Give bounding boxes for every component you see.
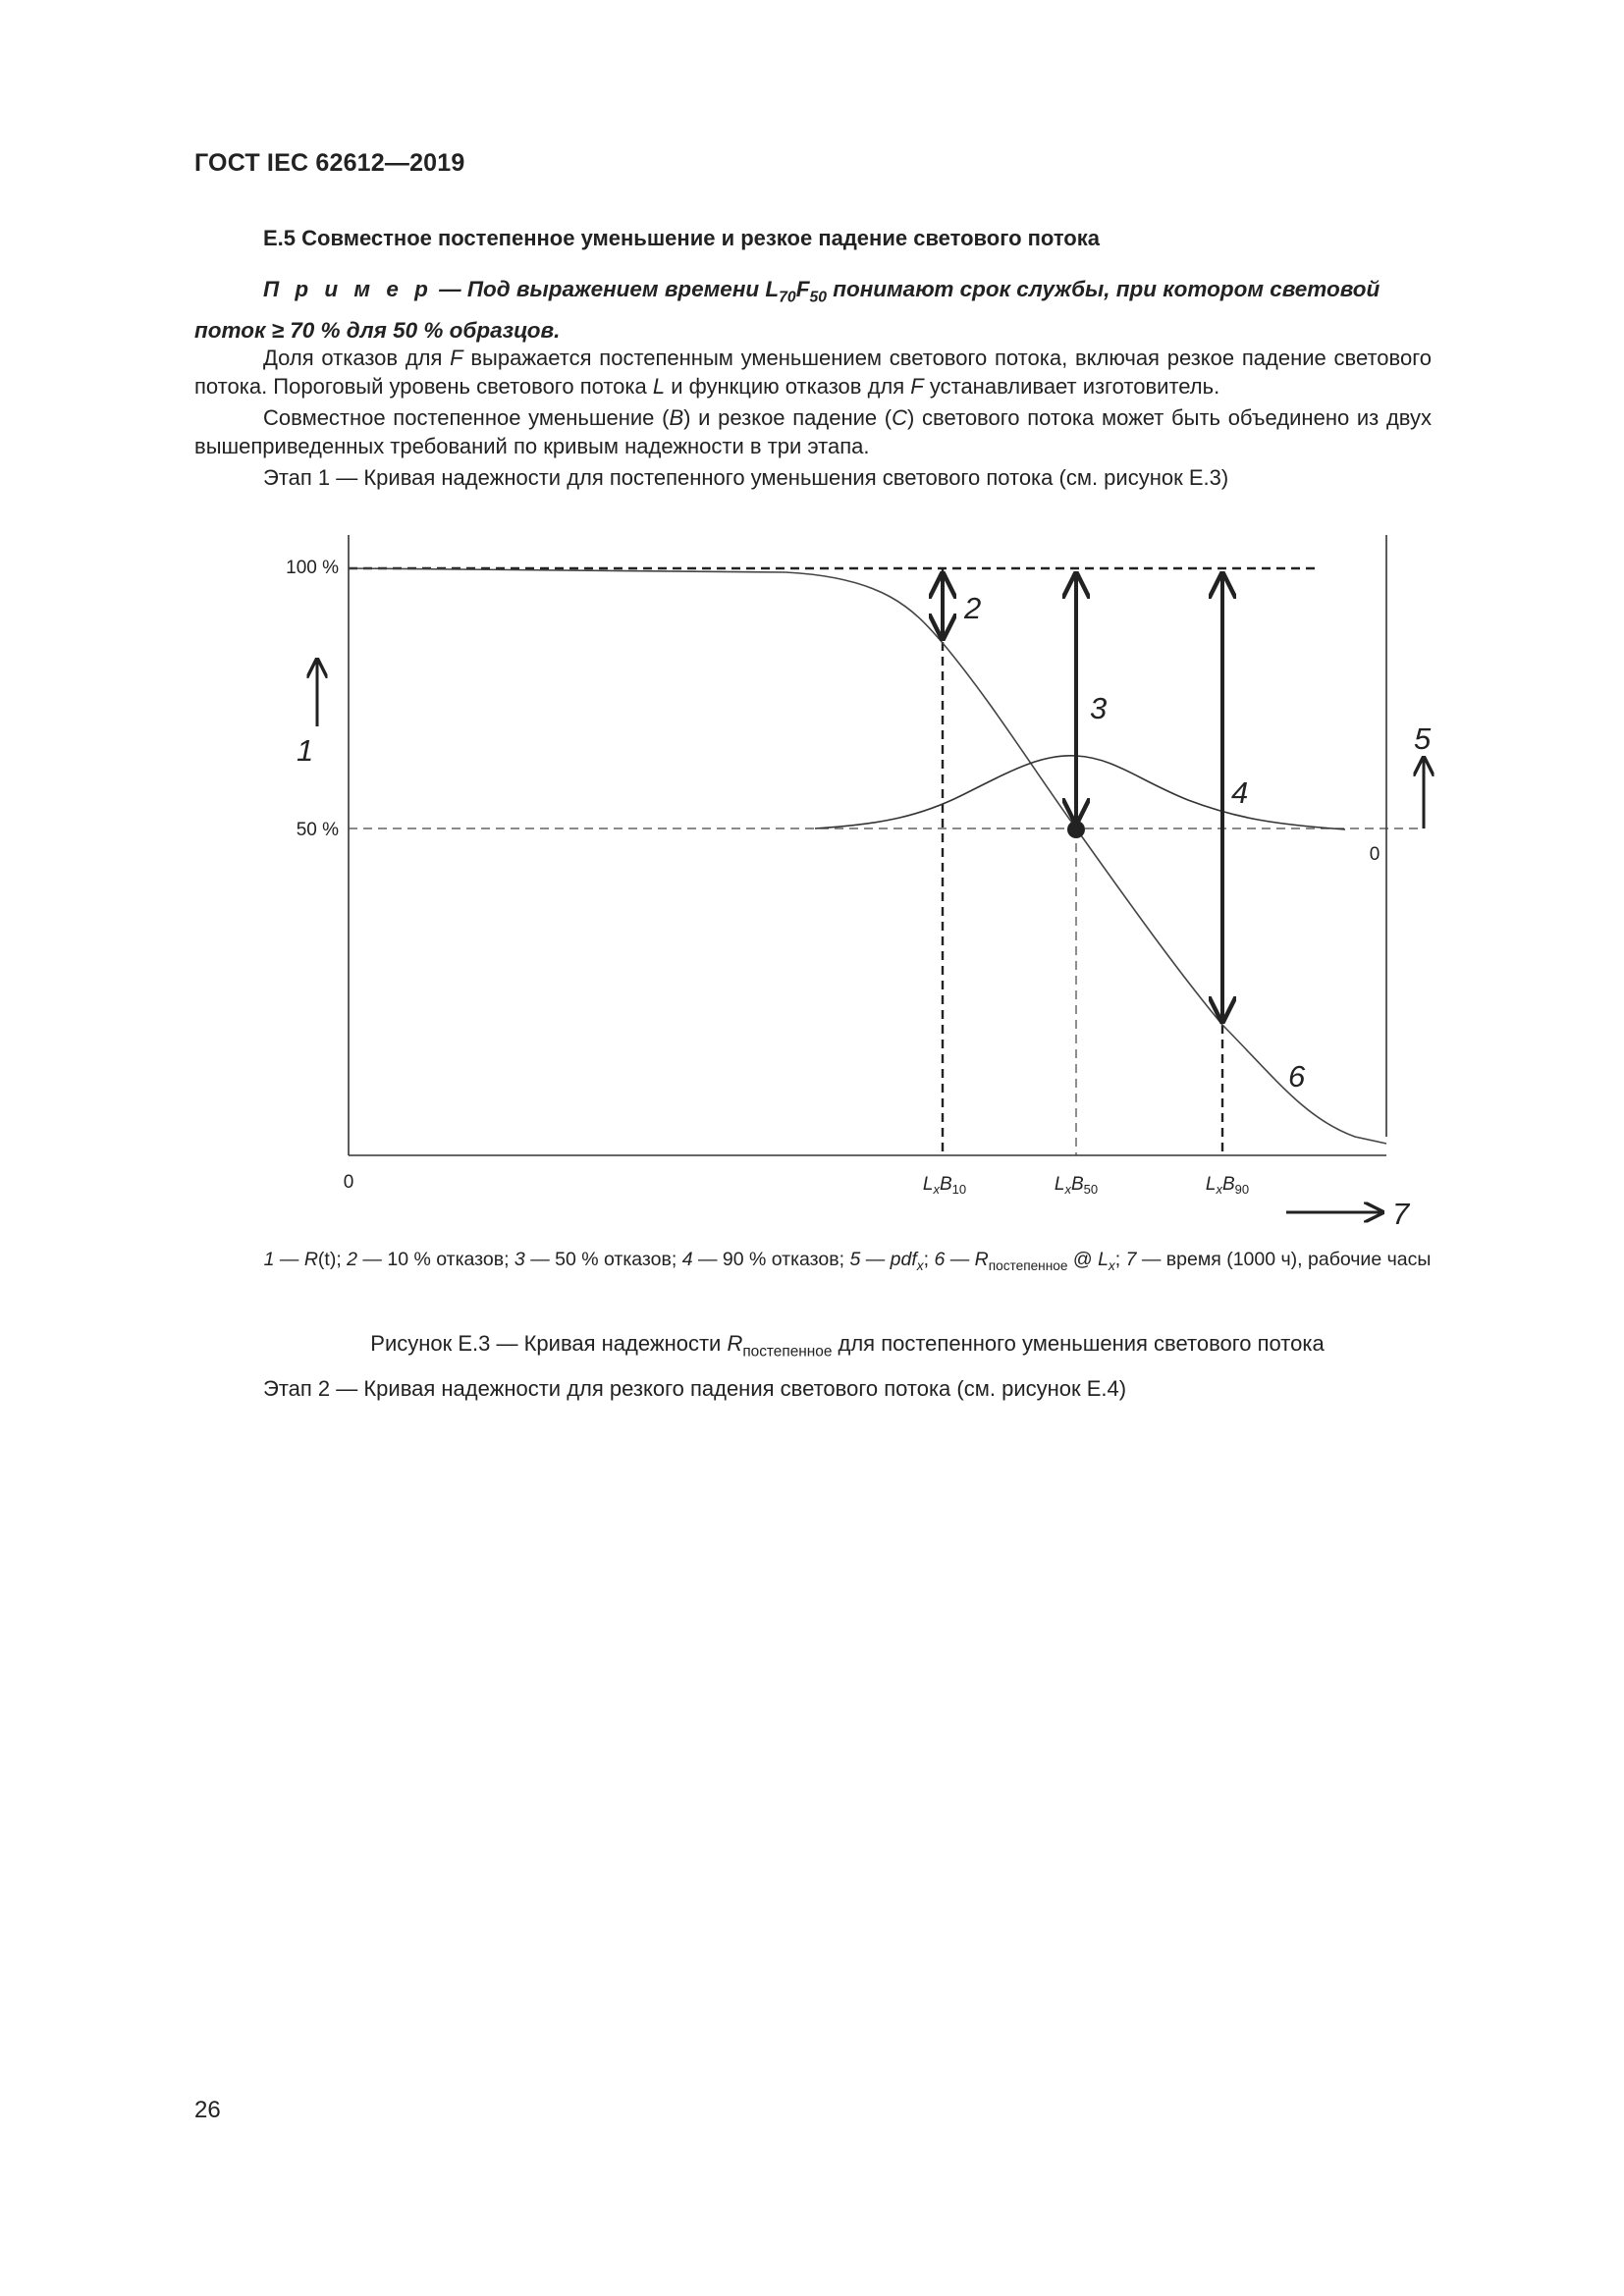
stage-2-text: Этап 2 — Кривая надежности для резкого падения светового потока (см. рисунок Е.4) — [263, 1376, 1127, 1401]
tick-lxb90: $L_xB_{90}$ — [1205, 1174, 1250, 1197]
figure-legend: 1 — R(t); 2 — 10 % отказов; 3 — 50 % отказов; 4 — 90 % отказов; 5 — pdf$_x$; 6 — $R_{постепенное}$ @ $L_x$; 7 — время (1000 ч), рабочие часы — [263, 1249, 1432, 1273]
p2-italic-b: B — [669, 405, 684, 430]
callout-2: 2 — [964, 591, 982, 625]
p2-text-a: Совместное постепенное уменьшение ( — [263, 405, 670, 430]
callout-3: 3 — [1090, 691, 1108, 725]
caption-r: R — [727, 1331, 743, 1356]
right-zero-label: 0 — [1369, 844, 1380, 865]
tick-lxb10: $L_xB_{10}$ — [922, 1174, 967, 1197]
p2-text-c: ) и резкое падение ( — [683, 405, 893, 430]
callout-1: 1 — [297, 733, 314, 768]
example-text-a: — Под выражением времени L — [432, 277, 780, 301]
x-origin-label: 0 — [343, 1172, 354, 1193]
example-sub1: 70 — [779, 289, 796, 306]
p1-text-b: выражается постепенным уменьшением светового потока, включая резкое падение светового потока. Пороговый уровень светового потока — [194, 346, 1432, 399]
caption-text-b: для постепенного уменьшения светового потока — [832, 1331, 1325, 1356]
y-label-100: 100 % — [286, 558, 339, 578]
p1-text-d: устанавливает изготовитель. — [923, 374, 1220, 399]
paragraph-3: Этап 1 — Кривая надежности для постепенного уменьшения светового потока (см. рисунок Е.3) — [263, 465, 1229, 490]
example-sub2: 50 — [809, 289, 827, 306]
callout-7: 7 — [1392, 1197, 1410, 1231]
example-text-c: понимают срок службы, при котором световой поток ≥ 70 % для 50 % образцов. — [194, 277, 1380, 343]
caption-sub: постепенное — [742, 1343, 833, 1361]
callout-6: 6 — [1288, 1059, 1306, 1094]
figure-caption — [194, 1331, 1500, 1361]
caption-text-a: Рисунок Е.3 — Кривая надежности — [370, 1331, 728, 1356]
p2-italic-c: C — [892, 405, 908, 430]
callout-5: 5 — [1414, 721, 1432, 756]
reliability-curve — [349, 568, 1386, 1144]
y-label-50: 50 % — [296, 820, 339, 840]
document-header: ГОСТ IEC 62612—2019 — [194, 149, 465, 177]
p2-text-e: ) светового потока может быть объединено из двух вышеприведенных требований по кривым надежности в три этапа. — [194, 405, 1433, 458]
p1-italic-f2: F — [910, 374, 924, 399]
median-point — [1067, 821, 1085, 838]
example-text-b: F — [795, 277, 810, 301]
p1-italic-l: L — [652, 374, 666, 399]
pdf-curve — [815, 756, 1345, 829]
example-lead: П р и м е р — [263, 277, 433, 301]
p1-text-c: и функцию отказов для — [665, 374, 911, 399]
callout-4: 4 — [1231, 775, 1249, 810]
p1-text-a: Доля отказов для — [263, 346, 451, 370]
section-title: Е.5 Совместное постепенное уменьшение и резкое падение светового потока — [263, 226, 1100, 250]
p1-italic-f: F — [450, 346, 463, 370]
page-number: 26 — [194, 2097, 221, 2123]
tick-lxb50: $L_xB_{50}$ — [1054, 1174, 1099, 1197]
